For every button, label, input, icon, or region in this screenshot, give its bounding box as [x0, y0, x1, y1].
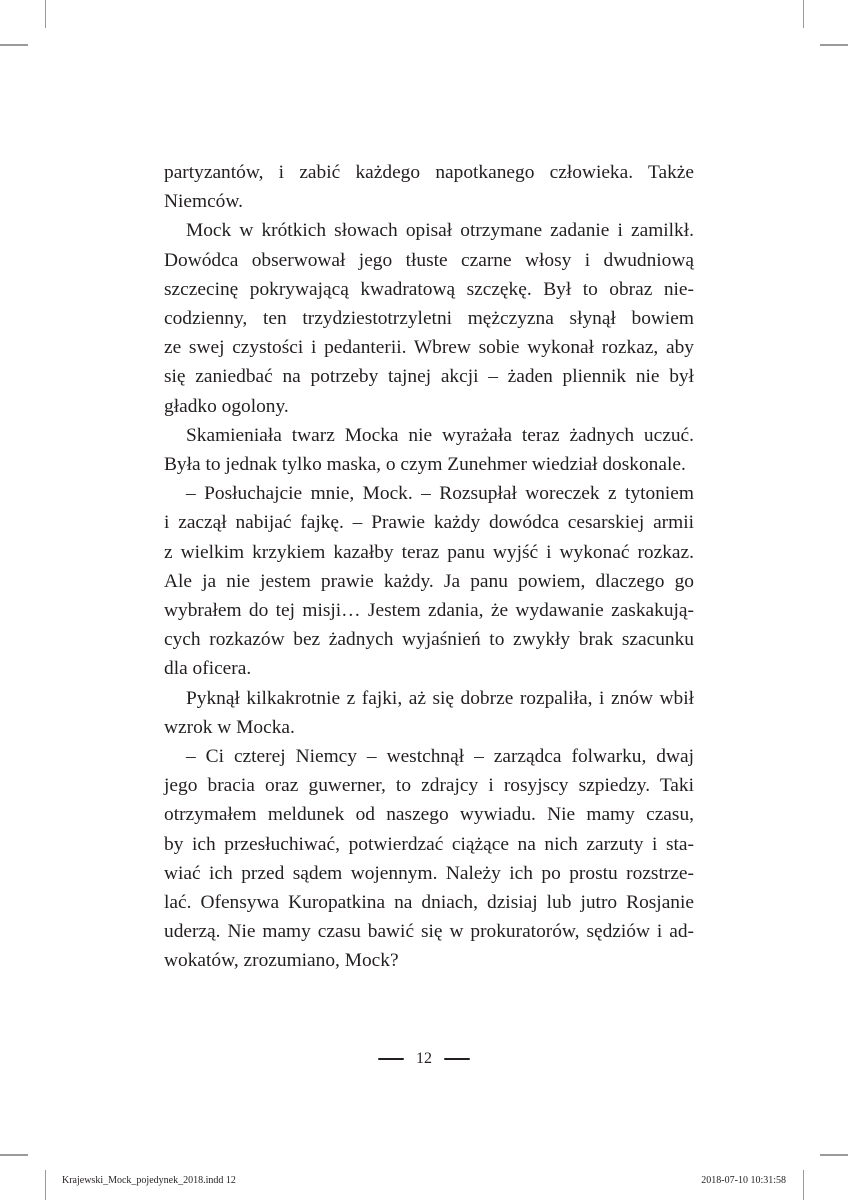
- body-text: [164, 158, 694, 976]
- text-line: partyzantów, i zabić każdego napotkanego człowieka. Także: [164, 162, 694, 183]
- text-line: otrzymałem meldunek od naszego wywiadu. Nie mamy czasu,: [164, 804, 694, 826]
- text-line: dla oficera.: [164, 658, 252, 680]
- crop-mark-top-left-vertical: [45, 0, 46, 28]
- text-line: – Ci czterej Niemcy – westchnął – zarządca folwarku, dwaj: [186, 746, 694, 768]
- text-line: wybrałem do tej misji… Jestem zdania, że wydawanie zaskakują-: [164, 600, 694, 622]
- text-line: Dowódca obserwował jego tłuste czarne włosy i dwudniową: [164, 249, 694, 271]
- text-line: Skamieniała twarz Mocka nie wyrażała teraz żadnych uczuć.: [186, 424, 694, 446]
- text-line: gładko ogolony.: [164, 395, 289, 417]
- text-line: Pyknął kilkakrotnie z fajki, aż się dobrze rozpaliła, i znów wbił: [186, 687, 694, 709]
- text-line: wokatów, zrozumiano, Mock?: [164, 950, 399, 972]
- text-line: Niemców.: [164, 191, 243, 213]
- text-line: by ich przesłuchiwać, potwierdzać ciążące na nich zarzuty i sta-: [164, 833, 694, 855]
- text-line: wzrok w Mocka.: [164, 716, 295, 738]
- text-line: Była to jednak tylko maska, o czym Zunehmer wiedział doskonale.: [164, 454, 686, 476]
- text-line: wiać ich przed sądem wojennym. Należy ich po prostu rozstrze-: [164, 862, 694, 884]
- crop-mark-bottom-right-horizontal: [820, 1154, 848, 1156]
- crop-mark-bottom-left-vertical: [45, 1170, 46, 1200]
- folio-ornament-left: [378, 1058, 404, 1060]
- text-line: z wielkim krzykiem kazałby teraz panu wyjść i wykonać rozkaz.: [164, 541, 694, 563]
- crop-mark-top-right-horizontal: [820, 44, 848, 46]
- text-line: – Posłuchajcie mnie, Mock. – Rozsupłał woreczek z tytoniem: [186, 483, 694, 505]
- text-line: szczecinę pokrywającą kwadratową szczękę. Był to obraz nie-: [164, 278, 694, 300]
- text-line: i zaczął nabijać fajkę. – Prawie każdy dowódca cesarskiej armii: [164, 512, 694, 534]
- text-line: cych rozkazów bez żadnych wyjaśnień to zwykły brak szacunku: [164, 629, 694, 651]
- text-line: jego bracia oraz guwerner, to zdrajcy i rosyjscy szpiedzy. Taki: [164, 775, 694, 797]
- slug-timestamp: 2018-07-10 10:31:58: [701, 1175, 786, 1186]
- crop-mark-bottom-left-horizontal: [0, 1154, 28, 1156]
- text-line: Ale ja nie jestem prawie każdy. Ja panu powiem, dlaczego go: [164, 570, 694, 592]
- text-line: codzienny, ten trzydziestotrzyletni mężczyzna słynął bowiem: [164, 308, 694, 330]
- page-number: 12: [416, 1050, 432, 1067]
- folio-ornament-right: [444, 1058, 470, 1060]
- crop-mark-top-right-vertical: [803, 0, 804, 28]
- text-line: się zaniedbać na potrzeby tajnej akcji – żaden pliennik nie był: [164, 366, 694, 388]
- text-line: ze swej czystości i pedanterii. Wbrew sobie wykonał rozkaz, aby: [164, 337, 694, 359]
- slug-filename: Krajewski_Mock_pojedynek_2018.indd 12: [62, 1175, 236, 1186]
- crop-mark-bottom-right-vertical: [803, 1170, 804, 1200]
- page-number-folio: [0, 1050, 848, 1068]
- text-line: uderzą. Nie mamy czasu bawić się w prokuratorów, sędziów i ad-: [164, 921, 694, 943]
- crop-mark-top-left-horizontal: [0, 44, 28, 46]
- text-line: Mock w krótkich słowach opisał otrzymane zadanie i zamilkł.: [186, 220, 694, 242]
- text-line: lać. Ofensywa Kuropatkina na dniach, dzisiaj lub jutro Rosjanie: [164, 892, 694, 914]
